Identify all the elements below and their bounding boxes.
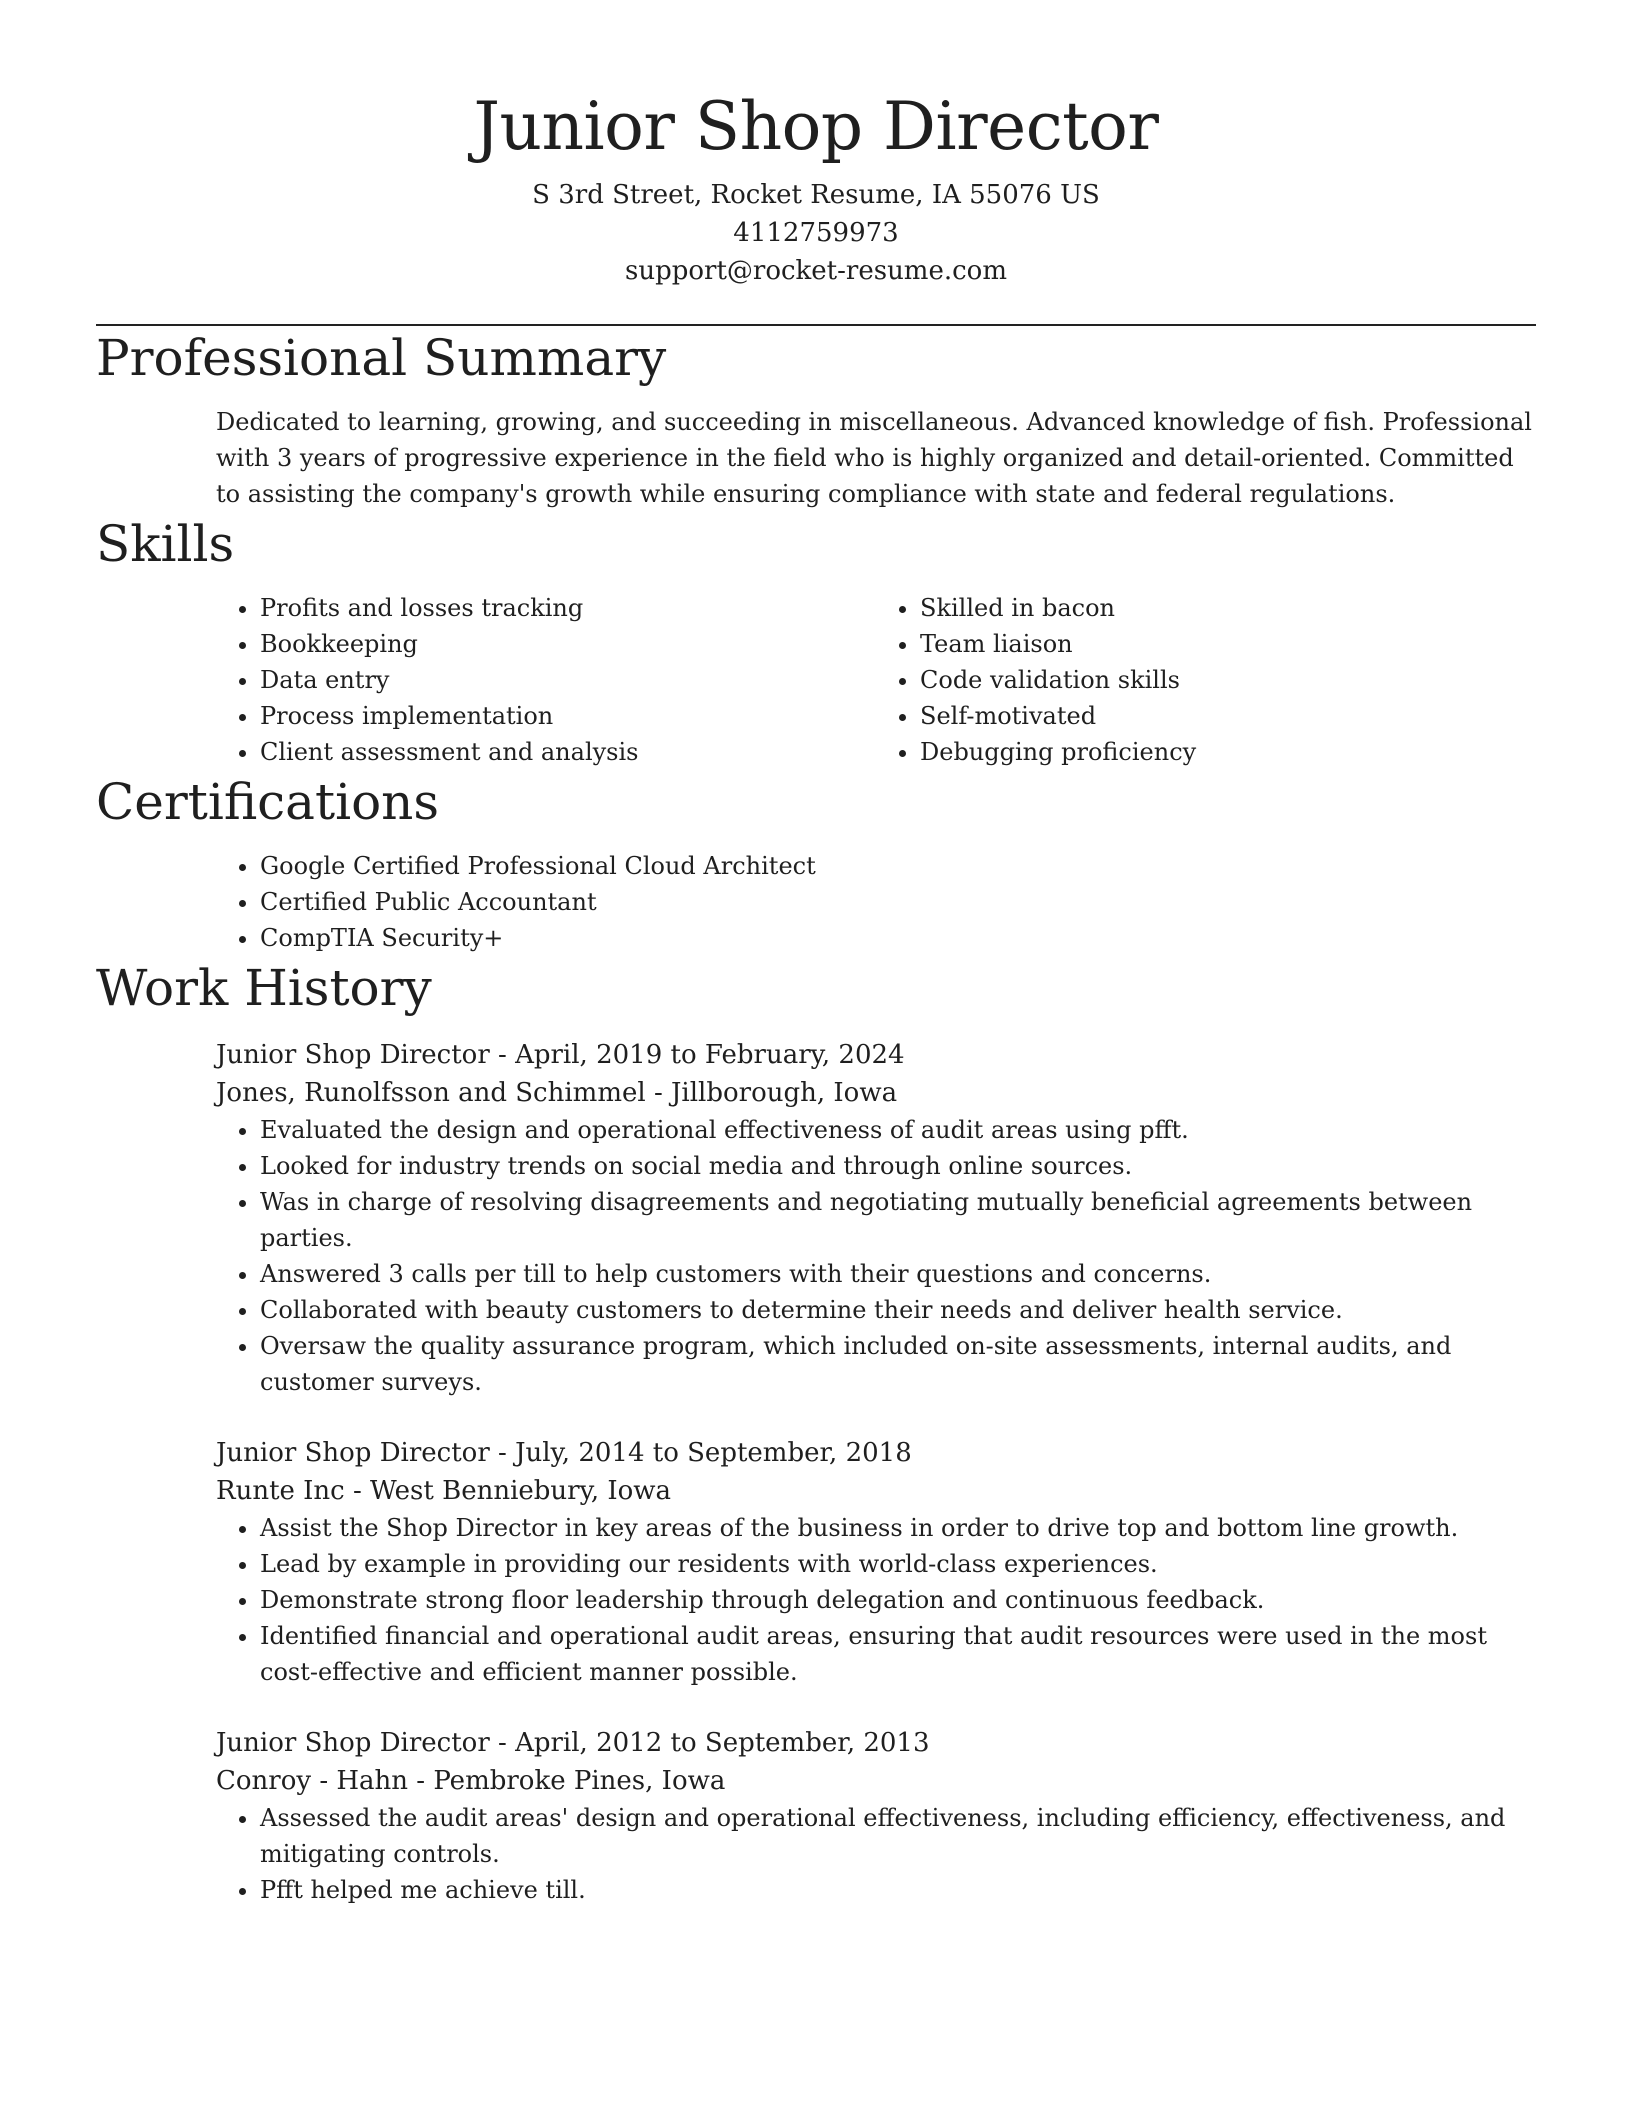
job-entry [216,1434,1536,1690]
skill-item: • Process implementation [260,698,876,734]
job-duties-list [216,1510,1536,1690]
job-duties-list [216,1112,1536,1400]
skill-item: • Profits and losses tracking [260,590,876,626]
skill-item: • Bookkeeping [260,626,876,662]
skill-item: • Skilled in bacon [920,590,1536,626]
resume-page [96,0,1536,1908]
section-title-skills: Skills [96,515,235,573]
summary-text: Dedicated to learning, growing, and succeeding in miscellaneous. Advanced knowledge of fish. Professional with 3 years of progressive experience in the field who is highly organized and detail-oriented. Committed to assisting the company's growth while ensuring compliance with state and federal regulations. [216,408,1532,508]
job-duties-list [216,1800,1536,1908]
job-duty: • Lead by example in providing our residents with world-class experiences. [260,1546,1536,1582]
job-duty: • Pfft helped me achieve till. [260,1872,1536,1908]
skills-list-right [876,590,1536,770]
certifications-block [216,848,1536,956]
job-duty: • Assist the Shop Director in key areas of the business in order to drive top and bottom line growth. [260,1510,1536,1546]
job-title-line: Junior Shop Director - July, 2014 to September, 2018 [216,1438,912,1468]
job-duty: • Evaluated the design and operational effectiveness of audit areas using pfft. [260,1112,1536,1148]
job-duty: • Answered 3 calls per till to help customers with their questions and concerns. [260,1256,1536,1292]
skill-item: • Debugging proficiency [920,734,1536,770]
certification-item: • Certified Public Accountant [260,884,1536,920]
section-title-summary: Professional Summary [96,329,667,387]
job-company-line: Conroy - Hahn - Pembroke Pines, Iowa [216,1766,726,1796]
certification-item: • Google Certified Professional Cloud Architect [260,848,1536,884]
job-duty: • Was in charge of resolving disagreements and negotiating mutually beneficial agreements between parties. [260,1184,1536,1256]
job-duty: • Collaborated with beauty customers to determine their needs and deliver health service. [260,1292,1536,1328]
job-entry [216,1724,1536,1908]
job-company-line: Runte Inc - West Benniebury, Iowa [216,1476,672,1506]
contact-phone: 4112759973 [733,218,899,248]
skills-list-left [216,590,876,770]
section-title-work-history: Work History [96,959,432,1017]
skill-item: • Team liaison [920,626,1536,662]
resume-name: Junior Shop Director [473,88,1159,165]
job-duty: • Looked for industry trends on social media and through online sources. [260,1148,1536,1184]
contact-address: S 3rd Street, Rocket Resume, IA 55076 US [532,180,1100,210]
skill-item: • Self-motivated [920,698,1536,734]
contact-email: support@rocket-resume.com [624,256,1007,286]
job-title-line: Junior Shop Director - April, 2012 to September, 2013 [216,1728,930,1758]
certifications-list [216,848,1536,956]
job-duty: • Demonstrate strong floor leadership through delegation and continuous feedback. [260,1582,1536,1618]
job-duty: • Identified financial and operational audit areas, ensuring that audit resources were used in the most cost-effective and efficient manner possible. [260,1618,1536,1690]
job-title-line: Junior Shop Director - April, 2019 to February, 2024 [216,1040,905,1070]
skills-grid [216,590,1536,770]
skill-item: • Code validation skills [920,662,1536,698]
certification-item: • CompTIA Security+ [260,920,1536,956]
job-duty: • Assessed the audit areas' design and operational effectiveness, including efficiency, effectiveness, and mitigating controls. [260,1800,1536,1872]
skill-item: • Client assessment and analysis [260,734,876,770]
contact-block [96,176,1536,290]
job-entry [216,1036,1536,1400]
skill-item: • Data entry [260,662,876,698]
job-company-line: Jones, Runolfsson and Schimmel - Jillborough, Iowa [216,1078,898,1108]
section-title-certifications: Certifications [96,773,440,831]
job-duty: • Oversaw the quality assurance program, which included on-site assessments, internal audits, and customer surveys. [260,1328,1536,1400]
